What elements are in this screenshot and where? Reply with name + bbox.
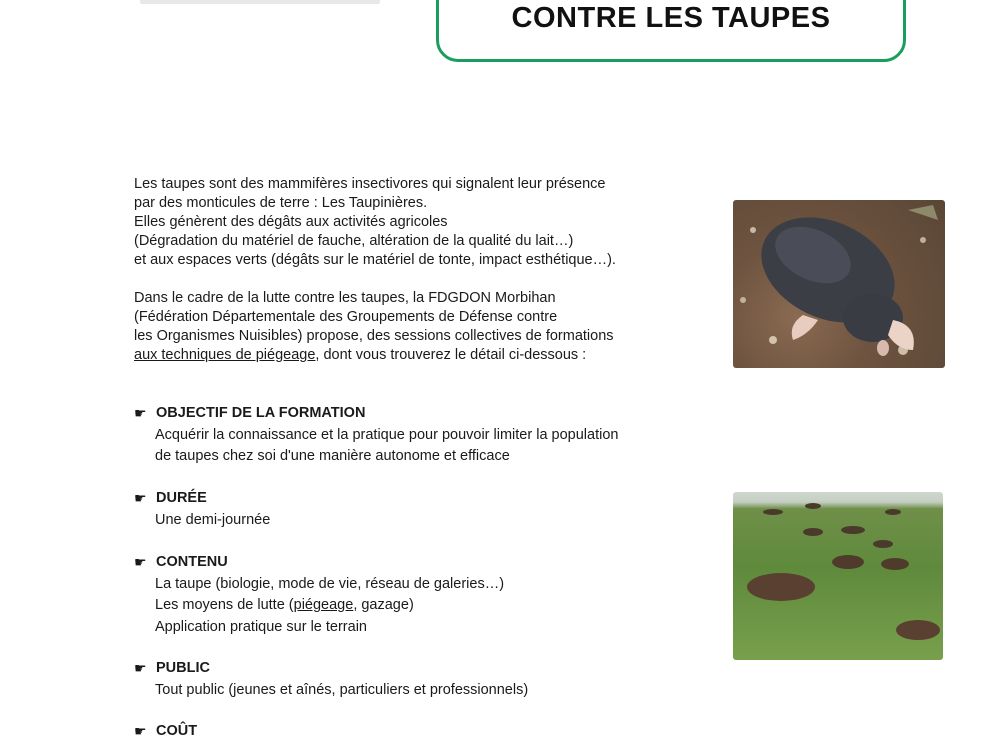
molehill-field-photo [733, 492, 943, 660]
title-box [436, 0, 906, 62]
section-heading: OBJECTIF DE LA FORMATION [156, 405, 366, 421]
intro-paragraph-1: Les taupes sont des mammifères insectivores qui signalent leur présence par des monticules de terre : Les Taupinières. Elles génèrent des dégâts aux activités agricoles (Dégradation du matériel de fauche, altération de la qualité du lait…) et aux espaces verts (dégâts sur le matériel de tonte, impact esthétique…). [134, 176, 616, 268]
intro-p2-line2: (Fédération Départementale des Groupements de Défense contre [134, 309, 558, 325]
intro-p2-line1: Dans le cadre de la lutte contre les taupes, la FDGDON Morbihan [134, 290, 556, 306]
contenu-line: La taupe (biologie, mode de vie, réseau de galeries…) [155, 575, 505, 592]
section-heading: DURÉE [156, 490, 207, 506]
section-heading: CONTENU [156, 554, 228, 570]
intro-paragraph-2 [134, 289, 734, 365]
mole-photo [733, 200, 945, 368]
contenu-line [155, 595, 504, 617]
contenu-text: Les moyens de lutte ( [155, 597, 294, 613]
piegeage-link[interactable]: piégeage [293, 597, 354, 613]
pointing-hand-icon: ☛ [134, 723, 147, 739]
section-body: Une demi-journée [155, 511, 271, 528]
section-contenu [134, 552, 504, 638]
pointing-hand-icon: ☛ [134, 490, 147, 506]
pointing-hand-icon: ☛ [134, 554, 147, 570]
section-heading: COÛT [156, 723, 198, 739]
section-public [134, 658, 528, 701]
intro-p2-line3: les Organismes Nuisibles) propose, des sessions collectives de formations [134, 328, 614, 344]
contenu-line: Application pratique sur le terrain [155, 618, 367, 635]
piegeage-techniques-link[interactable]: aux techniques de piégeage [134, 347, 316, 363]
intro-text [134, 175, 734, 365]
section-duree [134, 488, 270, 531]
contenu-text: , gazage) [353, 597, 414, 613]
section-body: Tout public (jeunes et aînés, particuliers et professionnels) [155, 681, 529, 698]
pointing-hand-icon: ☛ [134, 660, 147, 676]
intro-p2-tail: , dont vous trouverez le détail ci-dessous : [315, 347, 587, 363]
section-objectif [134, 403, 618, 468]
section-heading: PUBLIC [156, 660, 210, 676]
section-cout [134, 721, 197, 743]
pointing-hand-icon: ☛ [134, 405, 147, 421]
section-body: Acquérir la connaissance et la pratique pour pouvoir limiter la population de taupes chez soi d'une manière autonome et efficace [155, 426, 619, 464]
page-title: CONTRE LES TAUPES [511, 2, 831, 34]
cropped-header-fragment [140, 0, 380, 4]
section-body [134, 574, 504, 639]
